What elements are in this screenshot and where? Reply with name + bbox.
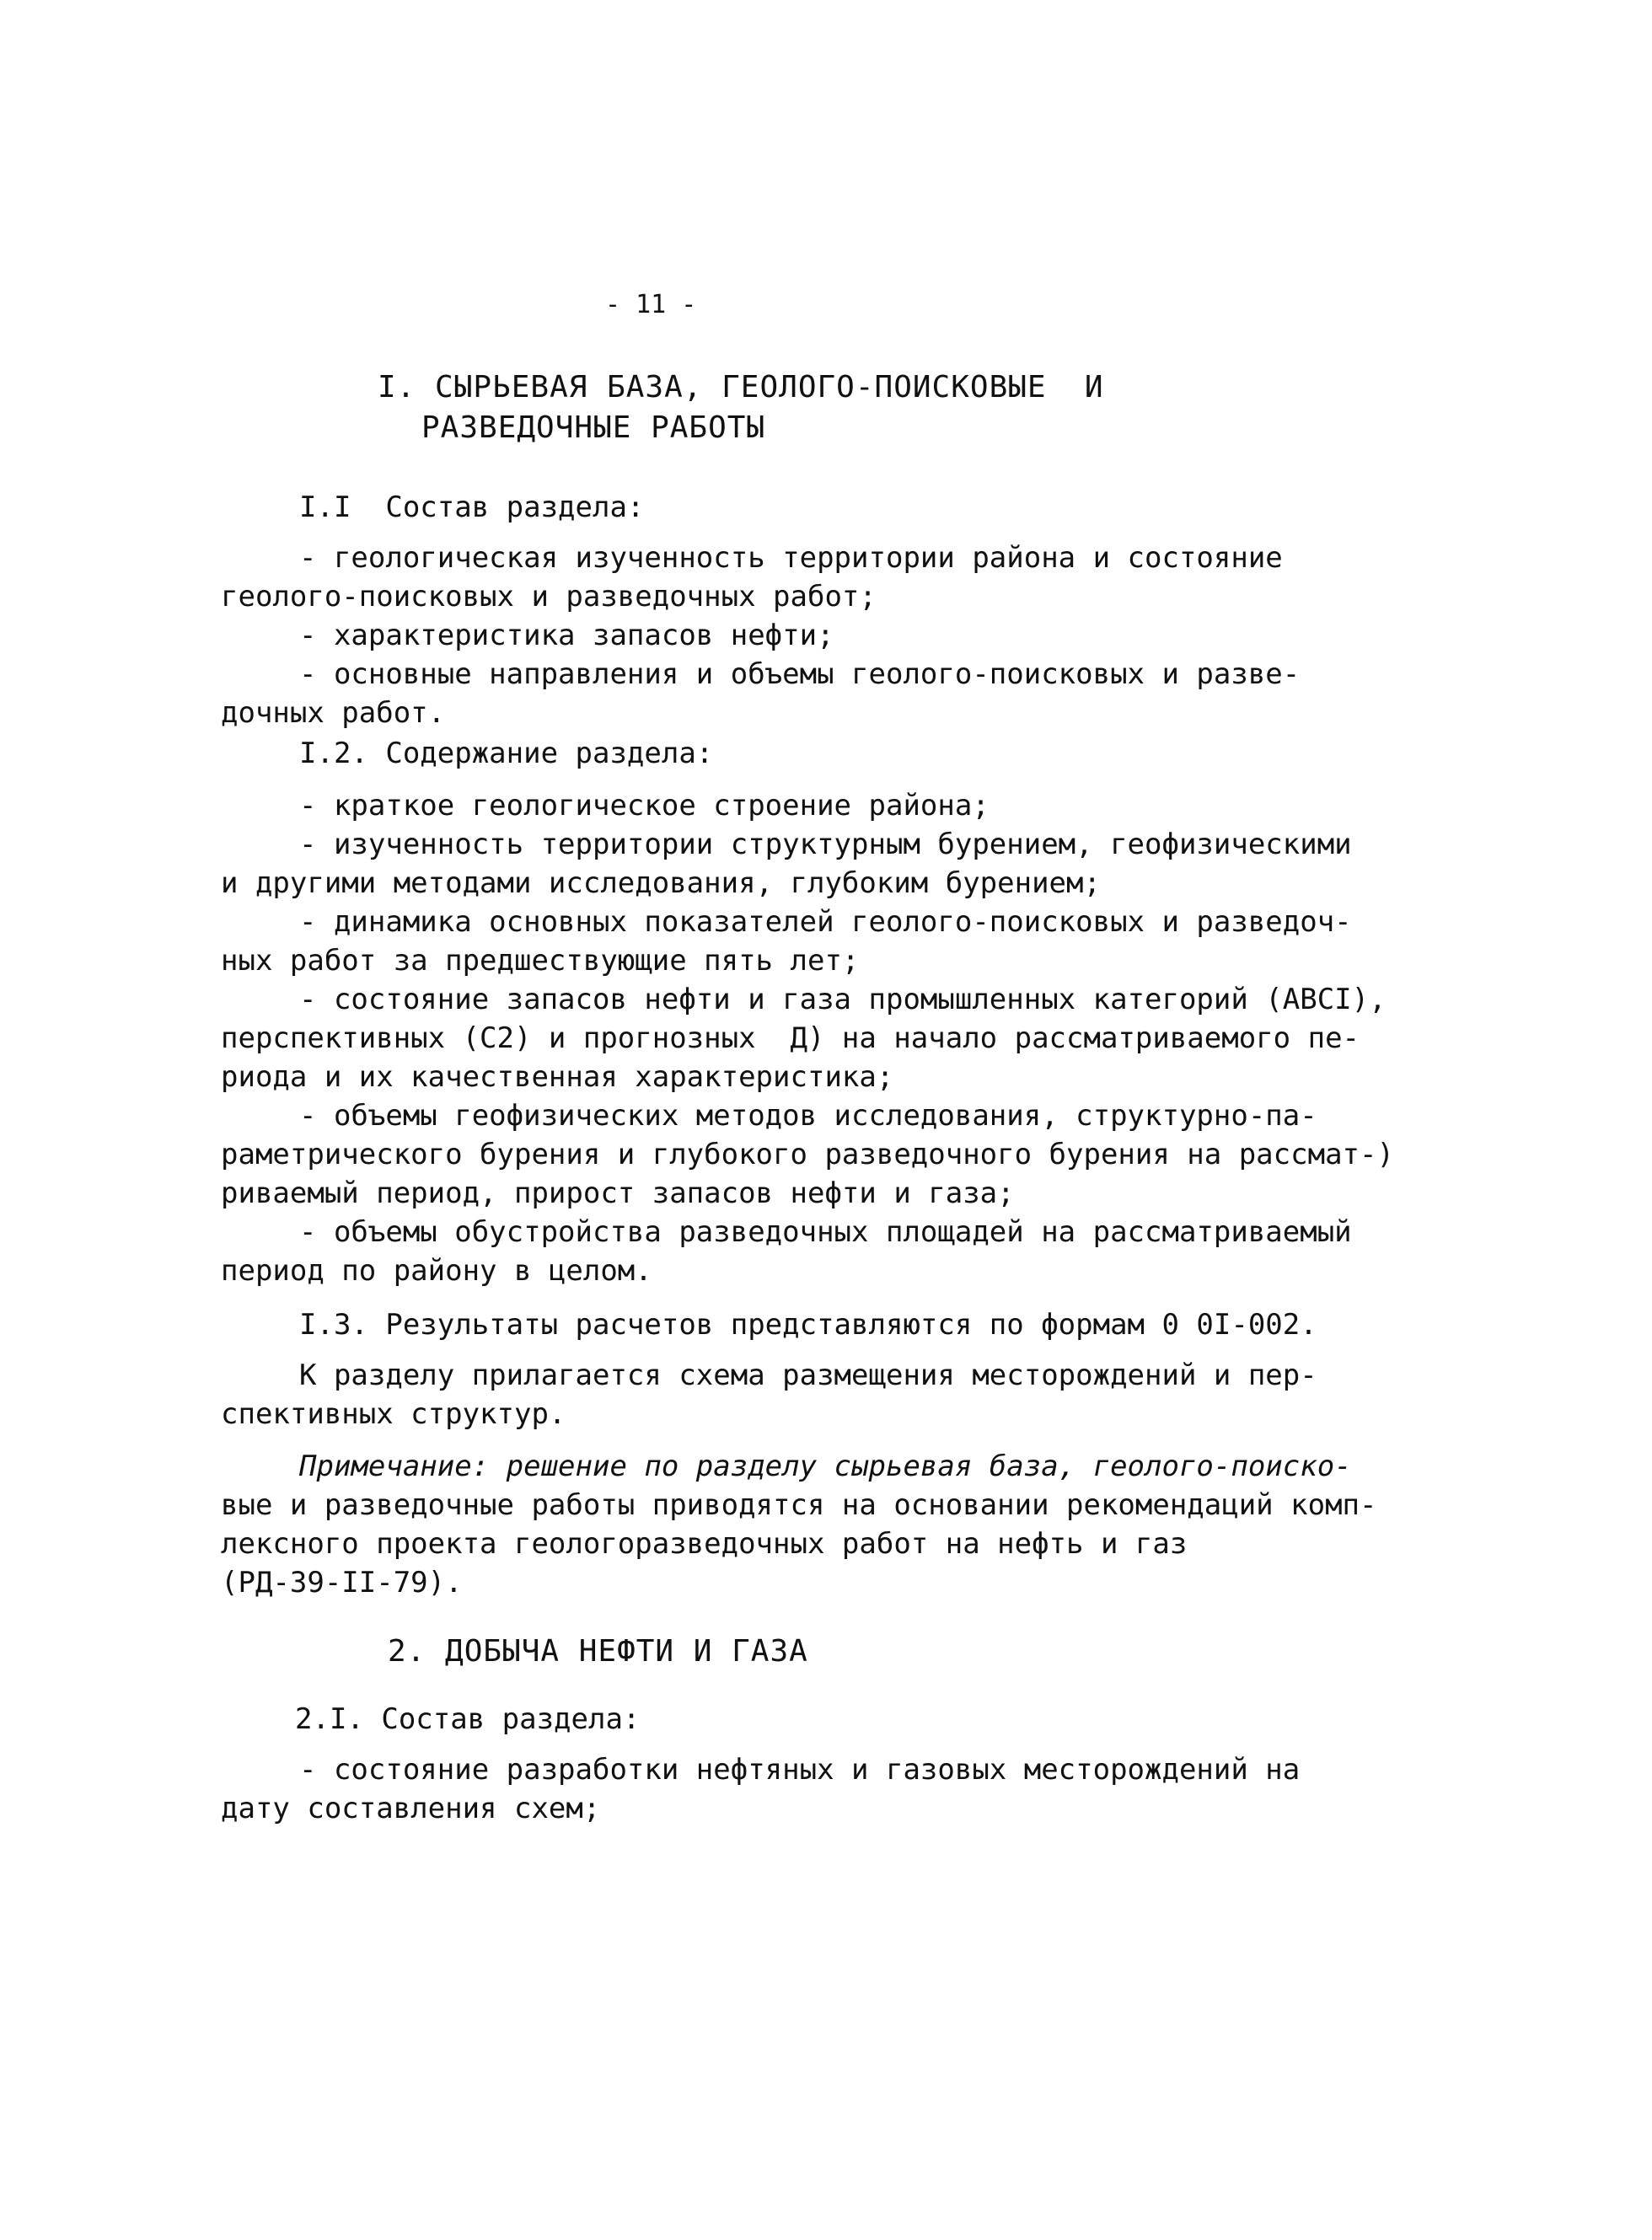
s1-2-item: - состояние запасов нефти и газа промышленных категорий (АВСI), — [299, 983, 1386, 1016]
s1-3-results: I.3. Результаты расчетов представляются по формам 0 0I-002. — [299, 1308, 1317, 1342]
section1-heading-line1: I. СЫРЬЕВАЯ БАЗА, ГЕОЛОГО-ПОИСКОВЫЕ И — [378, 370, 1104, 405]
note-line: вые и разведочные работы приводятся на основании рекомендаций комп- — [221, 1488, 1377, 1522]
section2-heading: 2. ДОБЫЧА НЕФТИ И ГАЗА — [388, 1634, 808, 1669]
s1-2-item: период по району в целом. — [221, 1254, 652, 1288]
note-line: (РД-39-II-79). — [221, 1566, 463, 1600]
s2-1-item: дату составления схем; — [221, 1792, 601, 1825]
s1-2-item: - объемы геофизических методов исследования, структурно-па- — [299, 1099, 1317, 1133]
s1-1-item: - основные направления и объемы геолого-поисковых и разве- — [299, 657, 1301, 691]
s1-2-item: - динамика основных показателей геолого-поисковых и разведоч- — [299, 905, 1352, 939]
s1-1-title: I.I Состав раздела: — [299, 490, 645, 524]
attachment-line: К разделу прилагается схема размещения месторождений и пер- — [299, 1358, 1317, 1392]
s1-2-item: - изученность территории структурным бурением, геофизическими — [299, 828, 1352, 861]
s1-2-item: ных работ за предшествующие пять лет; — [221, 944, 860, 978]
s2-1-item: - состояние разработки нефтяных и газовых месторождений на — [299, 1753, 1301, 1787]
s1-2-item: раметрического бурения и глубокого разведочного бурения на рассмат-) — [221, 1138, 1394, 1171]
s1-1-item: - характеристика запасов нефти; — [299, 619, 834, 652]
section1-heading-line2: РАЗВЕДОЧНЫЕ РАБОТЫ — [421, 410, 766, 445]
attachment-line: спективных структур. — [221, 1397, 566, 1431]
page-number: - 11 - — [605, 290, 697, 319]
s1-2-item: - объемы обустройства разведочных площадей на рассматриваемый — [299, 1215, 1352, 1249]
s1-2-item: - краткое геологическое строение района; — [299, 789, 990, 823]
s1-1-item: дочных работ. — [221, 696, 446, 730]
s1-2-title: I.2. Содержание раздела: — [299, 737, 714, 770]
s1-2-item: и другими методами исследования, глубоким бурением; — [221, 866, 1101, 900]
s1-1-item: - геологическая изученность территории района и состояние — [299, 541, 1283, 575]
s1-2-item: риваемый период, прирост запасов нефти и газа; — [221, 1176, 1015, 1210]
note-line: лексного проекта геологоразведочных работ на нефть и газ — [221, 1527, 1188, 1561]
s1-1-item: геолого-поисковых и разведочных работ; — [221, 580, 877, 614]
s2-1-title: 2.I. Состав раздела: — [295, 1702, 641, 1736]
s1-2-item: риода и их качественная характеристика; — [221, 1060, 894, 1094]
s1-2-item: перспективных (С2) и прогнозных Д) на начало рассматриваемого пе- — [221, 1021, 1360, 1055]
note-line: Примечание: решение по разделу сырьевая база, геолого-поиско- — [299, 1450, 1352, 1483]
